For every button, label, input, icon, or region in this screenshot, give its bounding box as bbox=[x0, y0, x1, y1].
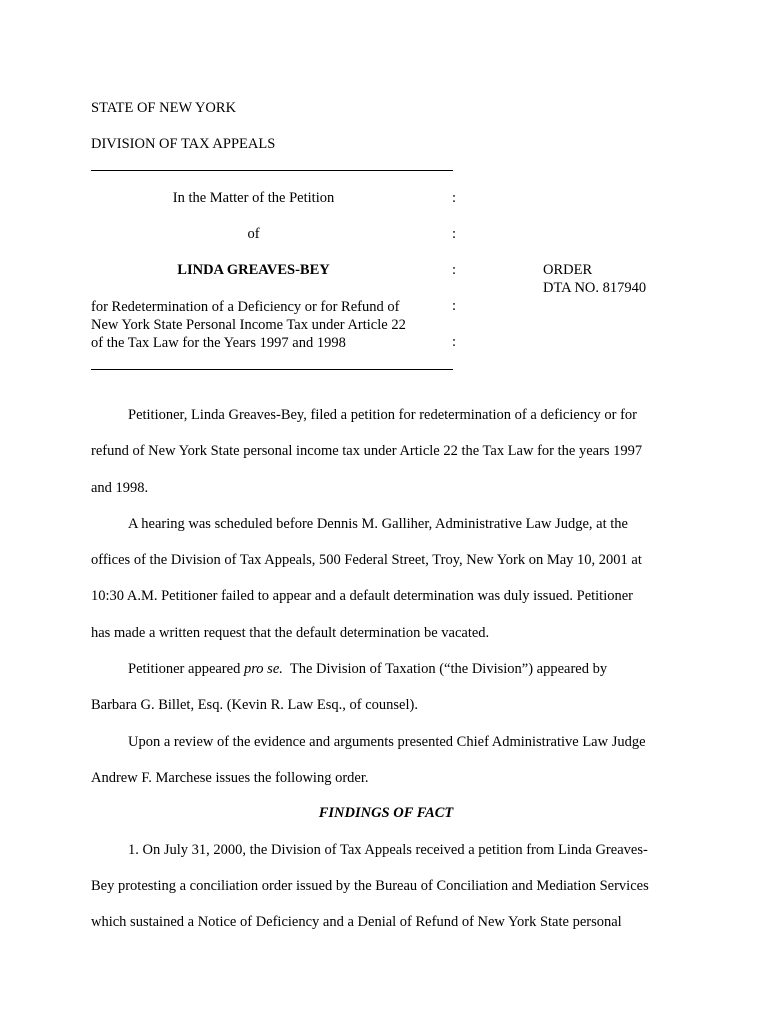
state-heading: STATE OF NEW YORK bbox=[91, 100, 237, 116]
italic-text-run: pro se. bbox=[243, 661, 283, 677]
of-line: of bbox=[247, 226, 260, 242]
paragraph-line: 10:30 A.M. Petitioner failed to appear and a default determination was duly issued. Petitioner bbox=[91, 588, 634, 604]
caption-top-rule bbox=[91, 170, 453, 171]
docket-number: DTA NO. 817940 bbox=[543, 280, 647, 296]
paragraph-line: Andrew F. Marchese issues the following order. bbox=[91, 770, 369, 786]
paragraph-line: Petitioner, Linda Greaves-Bey, filed a petition for redetermination of a deficiency or for bbox=[128, 407, 638, 423]
caption-colon: : bbox=[452, 298, 457, 314]
paragraph-line: Upon a review of the evidence and arguments presented Chief Administrative Law Judge bbox=[128, 734, 646, 750]
caption-colon: : bbox=[452, 190, 457, 206]
paragraph-line: and 1998. bbox=[91, 480, 149, 496]
caption-description-line: of the Tax Law for the Years 1997 and 1998 bbox=[91, 335, 346, 351]
caption-bottom-rule bbox=[91, 369, 453, 370]
caption-colon: : bbox=[452, 262, 457, 278]
paragraph-line: Bey protesting a conciliation order issued by the Bureau of Conciliation and Mediation Services bbox=[91, 878, 649, 894]
findings-heading: FINDINGS OF FACT bbox=[318, 805, 454, 821]
text-run: Petitioner appeared bbox=[128, 661, 244, 677]
division-heading: DIVISION OF TAX APPEALS bbox=[91, 136, 276, 152]
matter-line: In the Matter of the Petition bbox=[172, 190, 335, 206]
caption-colon: : bbox=[452, 334, 457, 350]
paragraph-line: has made a written request that the default determination be vacated. bbox=[91, 625, 490, 641]
paragraph-line bbox=[128, 661, 728, 678]
caption-description-line: for Redetermination of a Deficiency or for Refund of bbox=[91, 299, 400, 315]
text-run: The Division of Taxation (“the Division”) appeared by bbox=[282, 661, 608, 677]
paragraph-line: which sustained a Notice of Deficiency and a Denial of Refund of New York State personal bbox=[91, 914, 622, 930]
paragraph-line: refund of New York State personal income tax under Article 22 the Tax Law for the years 1997 bbox=[91, 443, 643, 459]
caption-description-line: New York State Personal Income Tax under Article 22 bbox=[91, 317, 406, 333]
paragraph-line: offices of the Division of Tax Appeals, 500 Federal Street, Troy, New York on May 10, 2001 at bbox=[91, 552, 642, 568]
paragraph-line: A hearing was scheduled before Dennis M. Galliher, Administrative Law Judge, at the bbox=[128, 516, 628, 532]
paragraph-line: Barbara G. Billet, Esq. (Kevin R. Law Esq., of counsel). bbox=[91, 697, 418, 713]
paragraph-line: 1. On July 31, 2000, the Division of Tax Appeals received a petition from Linda Greaves- bbox=[128, 842, 648, 858]
order-title: ORDER bbox=[543, 262, 593, 278]
petitioner-name: LINDA GREAVES-BEY bbox=[177, 262, 330, 278]
caption-colon: : bbox=[452, 226, 457, 242]
